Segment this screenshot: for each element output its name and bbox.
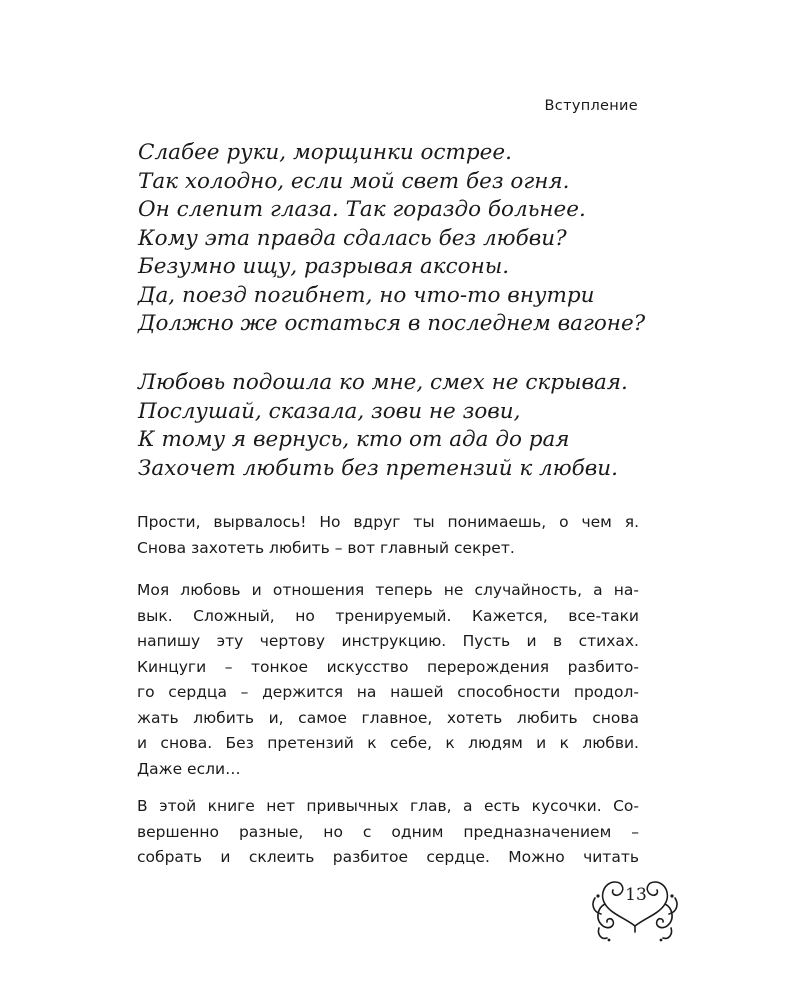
poem-line: Любовь подошла ко мне, смех не скрывая. — [138, 370, 628, 395]
prose-line: вершенно разные, но с одним предназначением – — [137, 822, 639, 841]
poem-line: Безумно ищу, разрывая аксоны. — [138, 254, 510, 279]
poem-line: Так холодно, если мой свет без огня. — [138, 168, 570, 194]
prose-line: Моя любовь и отношения теперь не случайность, а на- — [137, 581, 639, 599]
prose-line: жать любить и, самое главное, хотеть любить снова — [137, 708, 639, 727]
poem-line: К тому я вернусь, кто от ада до рая — [138, 427, 570, 452]
prose-paragraph-2 — [137, 578, 639, 782]
prose-line: вык. Сложный, но тренируемый. Кажется, все-таки — [137, 606, 639, 625]
prose-line: Прости, вырвалось! Но вдруг ты понимаешь, о чем я. — [137, 513, 639, 531]
running-head: Вступление — [544, 98, 638, 114]
prose-line: В этой книге нет привычных глав, а есть кусочки. Со- — [137, 797, 639, 815]
poem-line: Слабее руки, морщинки острее. — [138, 140, 512, 165]
folio — [585, 868, 685, 948]
prose-line: Даже если… — [137, 759, 241, 778]
poem-line: Он слепит глаза. Так гораздо больнее. — [138, 197, 586, 222]
poem-line: Должно же остаться в последнем вагоне? — [138, 311, 646, 336]
prose-paragraph-1 — [137, 510, 639, 561]
poem-stanza-1 — [138, 139, 658, 339]
poem-line: Да, поезд погибнет, но что-то внутри — [138, 282, 595, 308]
swirl-heart-ornament-icon — [585, 868, 685, 948]
prose-line: напишу эту чертову инструкцию. Пусть и в стихах. — [137, 632, 639, 650]
prose-line: Снова захотеть любить – вот главный секрет. — [137, 538, 515, 557]
poem-stanza-2 — [138, 369, 658, 483]
prose-paragraph-3 — [137, 794, 639, 871]
poem-line: Послушай, сказала, зови не зови, — [138, 398, 521, 424]
prose-line: и снова. Без претензий к себе, к людям и к любви. — [137, 734, 639, 752]
page-number: 13 — [625, 885, 647, 905]
prose-line: Кинцуги – тонкое искусство перерождения разбито- — [137, 657, 639, 676]
prose-line: го сердца – держится на нашей способности продол- — [137, 683, 639, 701]
poem-line: Кому эта правда сдалась без любви? — [138, 225, 567, 251]
prose-line: собрать и склеить разбитое сердце. Можно читать — [137, 848, 639, 866]
poem-line: Захочет любить без претензий к любви. — [138, 455, 618, 481]
